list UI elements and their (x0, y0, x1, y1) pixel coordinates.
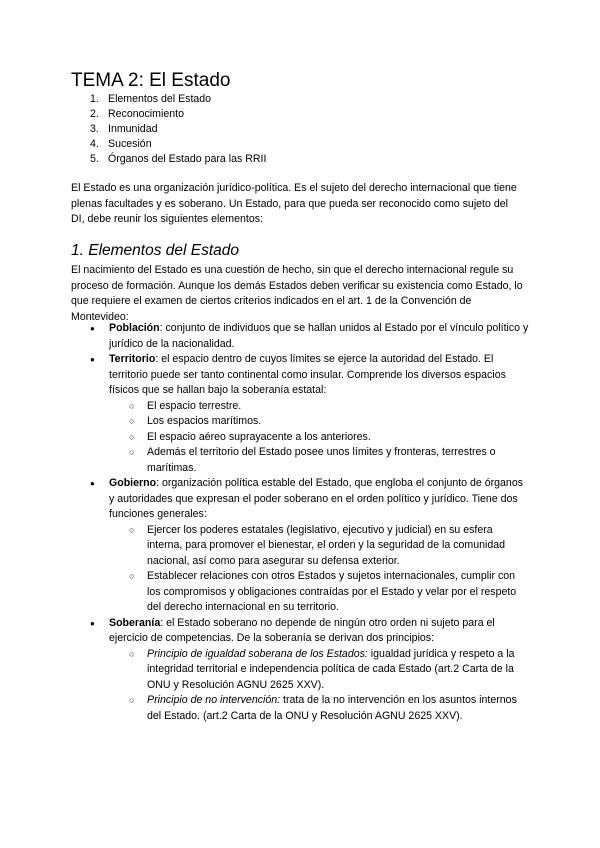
elements-list (90, 321, 530, 724)
sub-item: ○ El espacio aéreo suprayacente a los anteriores. (109, 430, 530, 446)
section-heading: 1. Elementos del Estado (71, 242, 240, 259)
bullet-text: : el espacio dentro de cuyos límites se ejerce la autoridad del Estado. El territorio puede ser tanto continental como insular. Comprende los diversos espacios físicos que se hallan bajo la soberanía estatal: (109, 353, 506, 396)
page-title: TEMA 2: El Estado (71, 70, 231, 91)
bullet-text: : el Estado soberano no depende de ningún otro orden ni sujeto para el ejercicio de competencias. De la soberanía se derivan dos principios: (109, 616, 495, 644)
bullet-term: Soberanía (109, 616, 161, 629)
sub-list (109, 647, 530, 725)
intro-paragraph: El Estado es una organización jurídico-política. Es el sujeto del derecho internacional que tiene plenas facultades y es soberano. Un Estado, para que pueda ser reconocido como sujeto del DI, debe reunir los siguientes elementos: (71, 182, 517, 225)
toc-number: 5. (90, 153, 99, 165)
toc-number: 4. (90, 138, 99, 150)
bullet-term: Gobierno (109, 477, 157, 489)
sub-item: ○ Ejercer los poderes estatales (legislativo, ejecutivo y judicial) en su esfera interna, para promover el bienestar, el orden y la seguridad de la comunidad nacional, así como para asegurar su defensa exterior. (109, 523, 530, 570)
list-item-soberania (90, 616, 530, 725)
toc-number: 3. (90, 123, 99, 135)
sub-list (109, 523, 530, 616)
toc-number: 1. (90, 93, 99, 105)
bullet-term: Territorio (109, 353, 156, 365)
toc-label: Reconocimiento (108, 108, 184, 120)
sub-item: ○ Además el territorio del Estado posee unos límites y fronteras, terrestres o marítimas. (109, 445, 530, 476)
toc-label: Elementos del Estado (108, 93, 212, 105)
sub-item: ○ El espacio terrestre. (109, 399, 530, 415)
sub-item: ○ Establecer relaciones con otros Estados y sujetos internacionales, cumplir con los compromisos y obligaciones contraídas por el Estado y velar por el respeto del derecho internacional en su territorio. (109, 569, 530, 616)
toc-label: Inmunidad (108, 123, 158, 135)
sub-item: ○ Principio de igualdad soberana de los Estados: igualdad jurídica y respeto a la integridad territorial e independencia política de cada Estado (art.2 Carta de la ONU y Resolución AGNU 2625 XXV). (109, 647, 530, 694)
toc-number: 2. (90, 108, 99, 120)
list-item-gobierno (90, 476, 530, 616)
bullet-text: : organización política estable del Estado, que engloba el conjunto de órganos y autoridades que expresan el poder soberano en el orden político y jurídico. Tiene dos funciones generales: (109, 477, 524, 520)
table-of-contents (90, 92, 266, 167)
bullet-text: : conjunto de individuos que se hallan unidos al Estado por el vínculo político y jurídico de la nacionalidad. (109, 322, 529, 350)
list-item-territorio (90, 352, 530, 476)
toc-item (90, 107, 266, 122)
list-item-poblacion (90, 321, 530, 352)
bullet-term: Población (109, 322, 160, 334)
sub-item: ○ Los espacios marítimos. (109, 414, 530, 430)
toc-item (90, 152, 266, 167)
toc-label: Sucesión (108, 138, 152, 150)
toc-item (90, 92, 266, 107)
toc-item (90, 122, 266, 137)
sub-item: ○ Principio de no intervención: trata de la no intervención en los asuntos internos del Estado. (art.2 Carta de la ONU y Resolución AGNU 2625 XXV). (109, 693, 530, 724)
toc-label: Órganos del Estado para las RRII (108, 153, 267, 165)
sub-list (109, 399, 530, 477)
section-paragraph: El nacimiento del Estado es una cuestión de hecho, sin que el derecho internacional regule su proceso de formación. Aunque los demás Estados deben verificar su existencia como Estado, lo que requiere el examen de ciertos criterios indicados en el art. 1 de la Convención de Montevideo: (71, 264, 523, 323)
toc-item (90, 137, 266, 152)
